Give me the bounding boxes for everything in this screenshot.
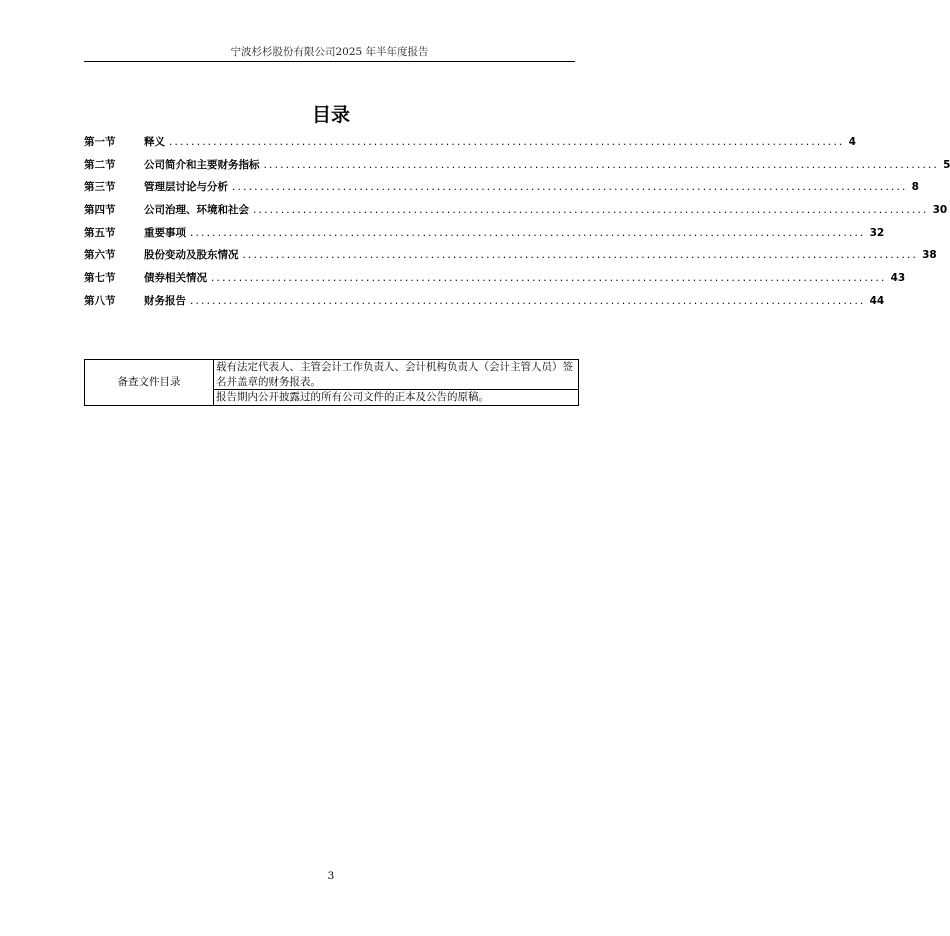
reference-documents-table <box>84 359 579 406</box>
toc-section-title: 管理层讨论与分析 <box>144 181 228 194</box>
page-title: 目录 <box>311 104 350 126</box>
toc-section-number: 第六节 <box>84 249 116 262</box>
table-row <box>85 360 579 390</box>
toc-page-number: 4 <box>848 136 856 148</box>
toc-section-number: 第四节 <box>84 204 116 217</box>
toc-page-number: 38 <box>922 249 937 262</box>
toc-leader-dots: .......................................................................................................................... <box>190 294 866 307</box>
toc-page-number: 8 <box>911 181 919 194</box>
toc-page-number: 5 <box>943 158 950 171</box>
toc-entry[interactable] <box>84 157 950 180</box>
toc-page-number: 30 <box>932 204 948 217</box>
toc-section-number: 第二节 <box>84 158 116 171</box>
reference-document-item: 载有法定代表人、主管会计工作负责人、会计机构负责人（会计主管人员）签名并盖章的财务报表。 <box>214 360 579 390</box>
running-header: 宁波杉杉股份有限公司2025 年半年度报告 <box>230 46 429 58</box>
page-number: 3 <box>327 870 335 882</box>
toc-section-title: 公司简介和主要财务指标 <box>144 158 260 171</box>
reference-documents-label: 备查文件目录 <box>85 360 214 406</box>
toc-leader-dots: .......................................................................................................................... <box>242 249 919 262</box>
toc-section-number: 第五节 <box>84 226 116 239</box>
toc-section-number: 第三节 <box>84 181 116 194</box>
toc-leader-dots: .......................................................................................................................... <box>169 136 845 148</box>
toc-section-number: 第八节 <box>84 294 116 307</box>
toc-entry[interactable] <box>84 202 948 225</box>
toc-entry[interactable] <box>84 134 856 157</box>
toc-entry[interactable] <box>84 247 937 270</box>
toc-page-number: 43 <box>890 272 906 285</box>
table-of-contents <box>84 134 950 316</box>
toc-page-number: 32 <box>869 226 885 239</box>
toc-leader-dots: .......................................................................................................................... <box>211 272 887 285</box>
toc-section-title: 释义 <box>144 136 165 148</box>
toc-entry[interactable] <box>84 225 885 248</box>
toc-section-title: 股份变动及股东情况 <box>144 249 239 262</box>
toc-entry[interactable] <box>84 179 919 202</box>
toc-leader-dots: .......................................................................................................................... <box>190 226 866 239</box>
toc-section-title: 公司治理、环境和社会 <box>144 204 249 217</box>
toc-section-title: 财务报告 <box>144 294 186 307</box>
toc-section-number: 第七节 <box>84 272 116 285</box>
toc-section-number: 第一节 <box>84 136 116 148</box>
toc-leader-dots: .......................................................................................................................... <box>263 158 940 171</box>
toc-page-number: 44 <box>869 294 885 307</box>
toc-section-title: 重要事项 <box>144 226 186 239</box>
toc-entry[interactable] <box>84 293 885 316</box>
toc-leader-dots: .......................................................................................................................... <box>232 181 908 194</box>
header-divider <box>84 61 575 62</box>
toc-leader-dots: .......................................................................................................................... <box>253 204 929 217</box>
toc-entry[interactable] <box>84 270 906 293</box>
reference-document-item: 报告期内公开披露过的所有公司文件的正本及公告的原稿。 <box>214 390 579 406</box>
toc-section-title: 债券相关情况 <box>144 272 207 285</box>
